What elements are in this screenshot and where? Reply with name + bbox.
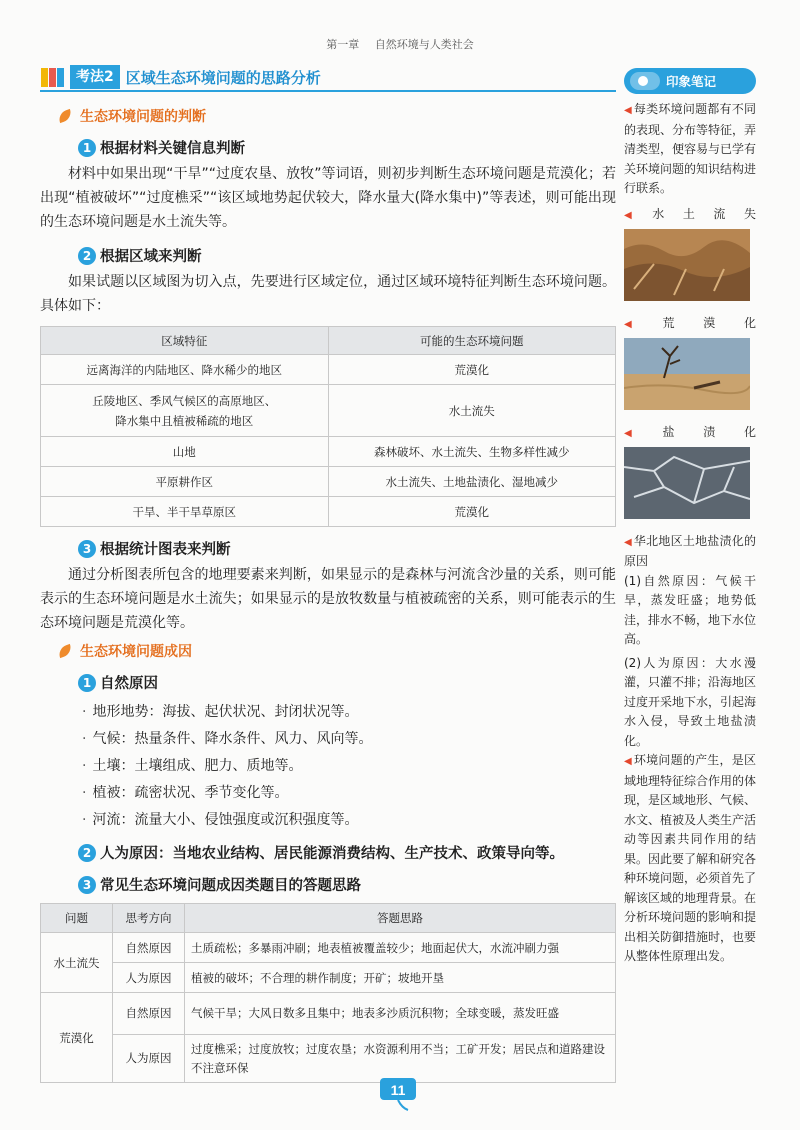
number-3-icon: 3 <box>78 540 96 558</box>
answer-cell: 植被的破坏；不合理的耕作制度；开矿；坡地开垦 <box>185 963 616 993</box>
table-cell: 干旱、半干旱草原区 <box>41 497 329 527</box>
arrow-icon: ◀ <box>624 427 661 439</box>
page-number-badge <box>378 1076 418 1112</box>
photo-block <box>624 423 756 526</box>
table-cell: 荒漠化 <box>328 355 616 385</box>
note-title: 华北地区土地盐渍化的原因 <box>624 533 756 568</box>
sidebar-title: 印象笔记 <box>666 74 717 89</box>
main-column <box>40 64 616 1083</box>
point-title: 根据区域来判断 <box>100 249 202 265</box>
subheading-causes <box>40 641 616 661</box>
sidebar-notes <box>624 68 756 967</box>
column-header: 可能的生态环境问题 <box>328 327 616 355</box>
number-1-icon: 1 <box>78 139 96 157</box>
column-header: 思考方向 <box>113 904 185 933</box>
table-header-row <box>41 327 616 355</box>
table-row <box>41 355 616 385</box>
point-2-heading <box>78 245 616 266</box>
photo-caption: 水土流失 <box>652 206 756 221</box>
subheading-judgement <box>40 106 616 126</box>
note-text: 每类环境问题都有不同的表现、分布等特征，弄清类型，便容易与已学有关环境问题的知识结构进行联系。 <box>624 102 757 195</box>
table-cell: 森林破坏、水土流失、生物多样性减少 <box>328 437 616 467</box>
answer-cell: 土质疏松；多暴雨冲刷；地表植被覆盖较少；地面起伏大，水流冲刷力强 <box>185 933 616 963</box>
number-3-icon: 3 <box>78 876 96 894</box>
bird-icon <box>630 72 660 90</box>
book-icon <box>40 65 66 89</box>
list-item: · 植被：疏密状况、季节变化等。 <box>82 780 616 807</box>
method-tag: 考法2 <box>70 65 120 89</box>
table-cell: 水土流失 <box>328 385 616 437</box>
section-title <box>40 64 616 92</box>
subheading-text: 生态环境问题的判断 <box>80 109 206 125</box>
table-row <box>41 497 616 527</box>
number-2-icon: 2 <box>78 247 96 265</box>
table-header-row <box>41 904 616 933</box>
table-row <box>41 963 616 993</box>
arrow-icon: ◀ <box>624 209 651 221</box>
sidebar-header <box>624 68 756 94</box>
table-cell: 远离海洋的内陆地区、降水稀少的地区 <box>41 355 329 385</box>
list-item: · 河流：流量大小、侵蚀强度或沉积强度等。 <box>82 807 616 834</box>
photo-caption: 荒漠化 <box>662 315 756 330</box>
arrow-icon: ◀ <box>624 756 632 767</box>
note <box>624 751 756 967</box>
point-3-heading <box>78 538 616 559</box>
paragraph: 如果试题以区域图为切入点，先要进行区域定位，通过区域环境特征判断生态环境问题。具体如下： <box>40 274 616 314</box>
list-item: · 土壤：土壤组成、肥力、质地等。 <box>82 753 616 780</box>
cause-answer-table <box>40 903 616 1083</box>
table-row <box>41 385 616 437</box>
page-number: 11 <box>390 1082 406 1098</box>
note <box>624 100 756 199</box>
list-item: · 地形地势：海拔、起伏状况、封闭状况等。 <box>82 699 616 726</box>
point-2-heading <box>78 842 616 863</box>
point-title: 根据材料关键信息判断 <box>100 141 245 157</box>
point-title: 人为原因：当地农业结构、居民能源消费结构、生产技术、政策导向等。 <box>100 846 564 862</box>
table-cell: 丘陵地区、季风气候区的高原地区、 降水集中且植被稀疏的地区 <box>41 385 329 437</box>
table-row <box>41 993 616 1035</box>
point-3-heading <box>78 874 616 895</box>
note-text: (1)自然原因：气候干旱，蒸发旺盛；地势低洼，排水不畅，地下水位高。 <box>624 573 757 646</box>
leaf-icon <box>57 109 74 123</box>
column-header: 区域特征 <box>41 327 329 355</box>
list-item: · 气候：热量条件、降水条件、风力、风向等。 <box>82 726 616 753</box>
subheading-text: 生态环境问题成因 <box>80 644 192 660</box>
table-row <box>41 467 616 497</box>
chapter-label: 第一章 <box>326 38 360 51</box>
photo-block <box>624 205 756 308</box>
note <box>624 532 756 572</box>
point-1-heading <box>78 672 616 693</box>
point-1-heading <box>78 137 616 158</box>
running-head <box>0 36 800 52</box>
problem-cell: 荒漠化 <box>41 993 113 1083</box>
table-cell: 水土流失、土地盐渍化、湿地减少 <box>328 467 616 497</box>
number-1-icon: 1 <box>78 674 96 692</box>
note-text: 环境问题的产生，是区域地理特征综合作用的体现，是区域地形、气候、水文、植被及人类生产活动等因素共同作用的结果。因此要了解和研究各种环境问题，必须首先了解该区域的地理背景。在分析环境问题的影响和提出相关防御措施时，也要从整体性原理出发。 <box>624 753 757 963</box>
arrow-icon: ◀ <box>624 318 661 330</box>
note-text: (2)人为原因：大水漫灌，只灌不排；沿海地区过度开采地下水，引起海水入侵，导致土地盐渍化。 <box>624 655 757 748</box>
table-row <box>41 933 616 963</box>
region-problem-table <box>40 326 616 527</box>
salt-crust-photo <box>624 447 750 519</box>
answer-cell: 气候干旱；大风日数多且集中；地表多沙质沉积物；全球变暖，蒸发旺盛 <box>185 993 616 1035</box>
table-cell: 平原耕作区 <box>41 467 329 497</box>
point-title: 常见生态环境问题成因类题目的答题思路 <box>100 878 361 894</box>
desert-tree-photo <box>624 338 750 410</box>
answer-cell: 过度樵采；过度放牧；过度农垦；水资源利用不当；工矿开发；居民点和道路建设不注意环保 <box>185 1035 616 1083</box>
number-2-icon: 2 <box>78 844 96 862</box>
arrow-icon: ◀ <box>624 536 632 548</box>
point-title: 自然原因 <box>100 676 158 692</box>
direction-cell: 自然原因 <box>113 993 185 1035</box>
problem-cell: 水土流失 <box>41 933 113 993</box>
column-header: 问题 <box>41 904 113 933</box>
natural-factors-list <box>82 699 616 834</box>
direction-cell: 人为原因 <box>113 1035 185 1083</box>
table-row <box>41 437 616 467</box>
arrow-icon: ◀ <box>624 105 632 116</box>
table-cell: 荒漠化 <box>328 497 616 527</box>
paragraph: 通过分析图表所包含的地理要素来判断，如果显示的是森林与河流含沙量的关系，则可能表示的生态环境问题是水土流失；如果显示的是放牧数量与植被疏密的关系，则可能表示的生态环境问题是荒漠化等。 <box>40 567 616 631</box>
paragraph: 材料中如果出现“干旱”“过度农垦、放牧”等词语，则初步判断生态环境问题是荒漠化；若出现“植被破坏”“过度樵采”“该区域地势起伏较大，降水量大(降水集中)”等表述，则可能出现的生态环境问题是水土流失等。 <box>40 166 616 230</box>
direction-cell: 自然原因 <box>113 933 185 963</box>
eroded-hills-photo <box>624 229 750 301</box>
table-cell: 山地 <box>41 437 329 467</box>
photo-block <box>624 314 756 417</box>
leaf-icon <box>57 644 74 658</box>
section-heading: 区域生态环境问题的思路分析 <box>125 68 321 87</box>
table-row <box>41 1035 616 1083</box>
point-title: 根据统计图表来判断 <box>100 542 231 558</box>
column-header: 答题思路 <box>185 904 616 933</box>
direction-cell: 人为原因 <box>113 963 185 993</box>
photo-caption: 盐渍化 <box>662 424 756 439</box>
chapter-title: 自然环境与人类社会 <box>374 38 474 51</box>
